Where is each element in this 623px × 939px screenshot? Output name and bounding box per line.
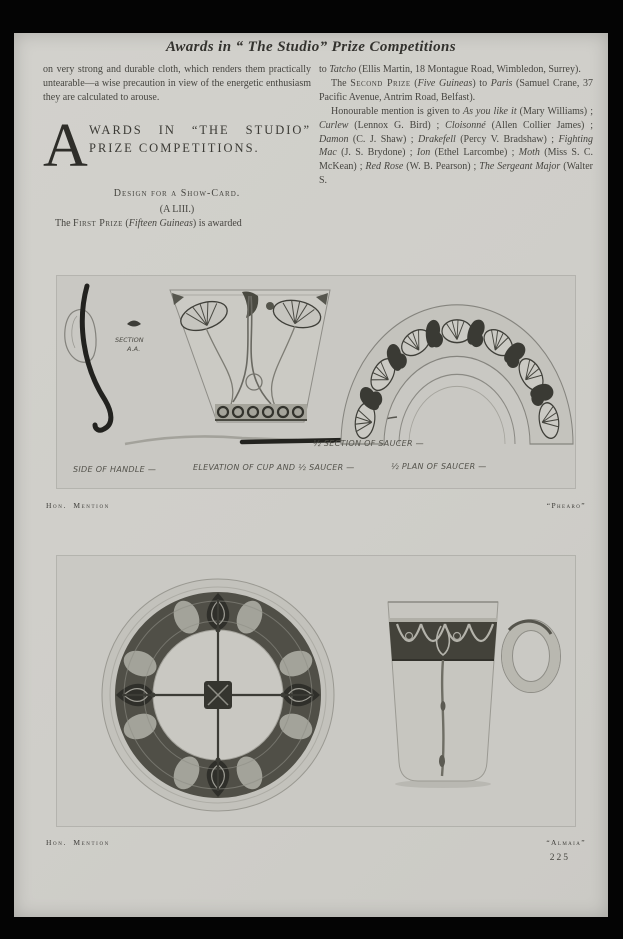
- plate-saucer-and-mug: [57, 556, 575, 826]
- plate-teacup-design-drawing: [57, 276, 575, 488]
- caption-hon-mention-2: Hon. Mention: [46, 838, 110, 847]
- caption-row-1: [14, 501, 608, 515]
- column-left: [43, 63, 311, 230]
- subheading-showcard: Design for a Show-Card.: [113, 187, 241, 199]
- paragraph-second-prize: The Second Prize (Five Guineas) to Paris (Samuel Crane, 37 Pacific Avenue, Antrim Road, Belfast).: [319, 77, 594, 103]
- caption-row-2: [14, 838, 608, 852]
- teacup-design-drawing: [57, 276, 575, 488]
- competition-code: (A LIII.): [159, 203, 195, 215]
- heading-line-1: WARDS IN “THE STUDIO”: [89, 122, 311, 137]
- paragraph-winner-address: to Tatcho (Ellis Martin, 18 Montague Road, Wimbledon, Surrey).: [319, 64, 581, 75]
- running-head: Awards in “ The Studio” Prize Competitions: [166, 39, 456, 55]
- page-number: 225: [549, 853, 570, 863]
- article-heading: [43, 111, 311, 180]
- section-label-line1: SECTION: [115, 336, 144, 344]
- paragraph-intro: on very strong and durable cloth, which renders them practically untearable—a wise precaution in view of the energetic enthusiasm they are calculated to arouse.: [43, 64, 311, 103]
- caption-pseudonym-1: “Phearo”: [546, 501, 586, 510]
- paragraph-honourable-mentions: Honourable mention is given to As you like it (Mary Williams) ; Curlew (Lennox G. Bird) ; Cloisonné (Allen Collier James) ; Damon (C. J. Shaw) ; Drakefell (Percy V. Bradshaw) ; Fighting Mac (J. S. Brydone) ; Ion (Ethel Larcombe) ; Moth (Miss S. C. McKean) ; Red Rose (W. B. Pearson) ; The Sergeant Major (Walter S.: [319, 105, 594, 187]
- column-right: [319, 63, 593, 188]
- half-plan-label: ½ PLAN OF SAUCER —: [391, 462, 487, 471]
- elevation-label: ELEVATION OF CUP AND ½ SAUCER —: [193, 463, 355, 472]
- half-section-label: ½ SECTION OF SAUCER —: [313, 439, 424, 448]
- caption-hon-mention-1: Hon. Mention: [46, 501, 110, 510]
- heading-line-2: PRIZE COMPETITIONS.: [89, 140, 260, 155]
- magazine-page: [14, 33, 608, 917]
- section-label-line2: A.A.: [127, 345, 141, 353]
- paragraph-first-prize: The First Prize (Fifteen Guineas) is awarded: [55, 217, 242, 229]
- article-heading-lines: [89, 124, 311, 156]
- drop-cap: A: [43, 111, 88, 180]
- saucer-plan-photo: [102, 579, 334, 811]
- caption-pseudonym-2: “Almaia”: [546, 838, 586, 847]
- side-of-handle-label: SIDE OF HANDLE —: [73, 465, 157, 474]
- saucer-and-mug-drawing: [57, 556, 575, 826]
